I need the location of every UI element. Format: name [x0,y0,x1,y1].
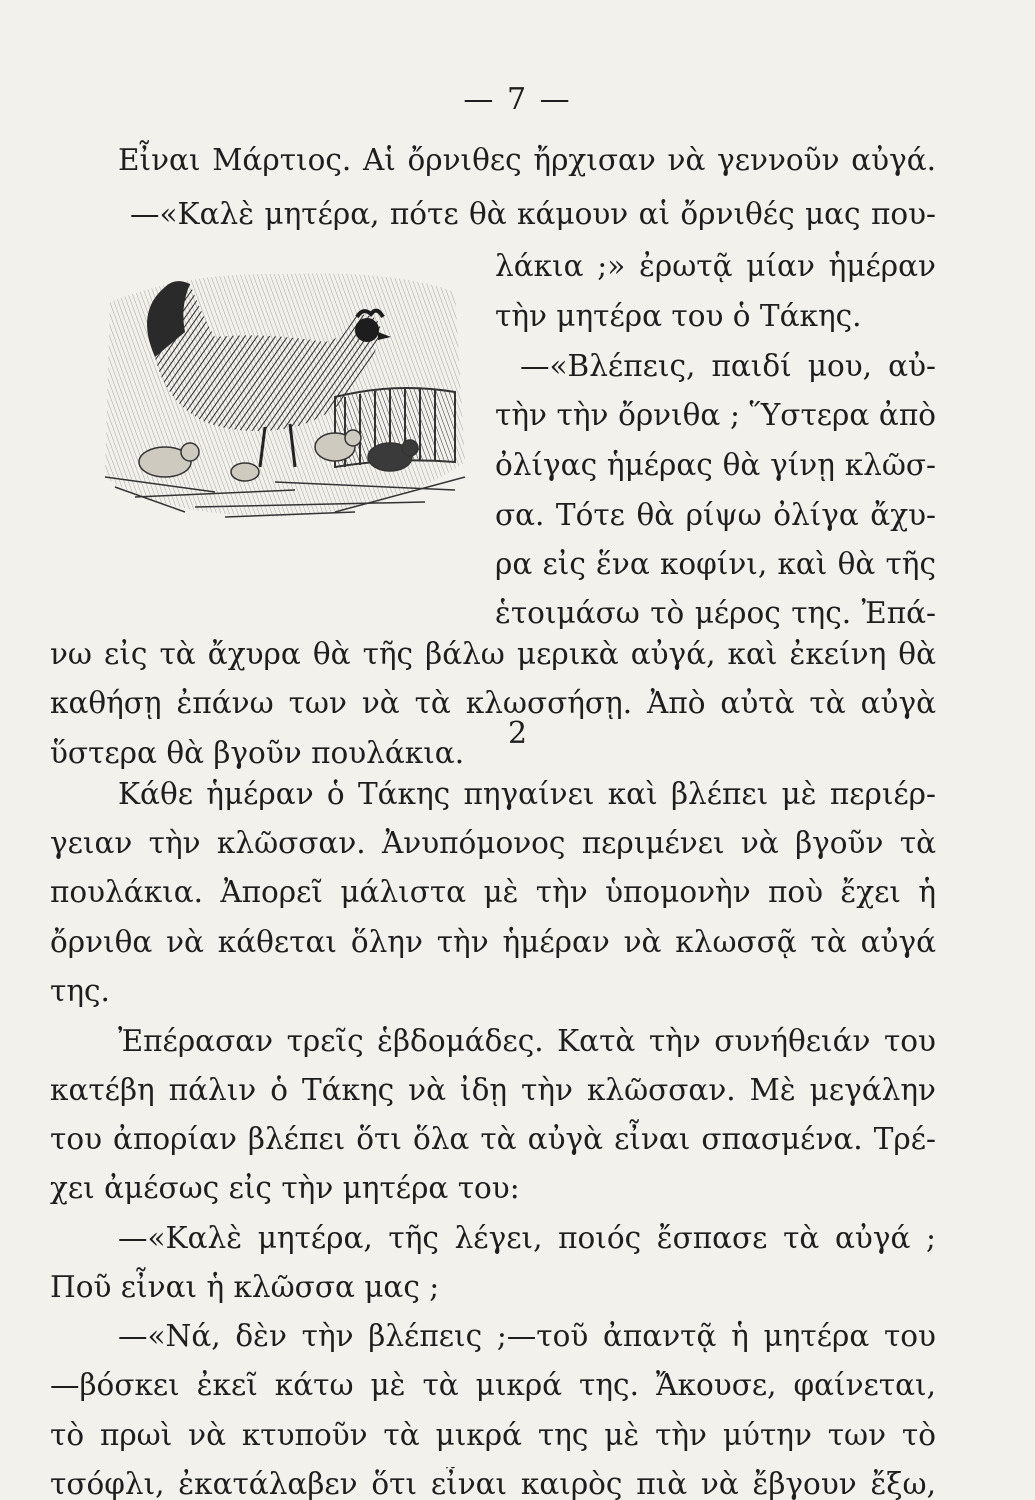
text-line-12: καθήσῃ ἐπάνω των νὰ τὰ κλωσσήσῃ. Ἀπὸ αὐτὰ τὰ αὐγὰ [50,686,936,720]
section-number: 2 [507,716,528,751]
text-line-25: —«Νά, δὲν τὴν βλέπεις ;—τοῦ ἀπαντᾷ ἡ μητέρα του [118,1319,936,1353]
text-line-18: της. [50,974,110,1008]
text-line-3: λάκια ;» ἐρωτᾷ μίαν ἡμέραν [495,249,936,283]
text-line-7: ὀλίγας ἡμέρας θὰ γίνῃ κλῶσ- [495,448,936,482]
text-line-2: —«Καλὲ μητέρα, πότε θὰ κάμουν αἱ ὄρνιθές μας που- [130,197,936,231]
text-line-9: ρα εἰς ἕνα κοφίνι, καὶ θὰ τῆς [495,547,936,581]
text-line-4: τὴν μητέρα του ὁ Τάκης. [495,299,862,333]
text-line-10: ἑτοιμάσω τὸ μέρος της. Ἐπά- [495,596,936,630]
text-line-21: του ἀπορίαν βλέπει ὅτι ὅλα τὰ αὐγὰ εἶναι σπασμένα. Τρέ- [50,1122,936,1156]
text-line-5: —«Βλέπεις, παιδί μου, αὐ- [520,349,936,383]
text-line-6: τὴν τὴν ὄρνιθα ; Ὕστερα ἀπὸ [495,398,936,432]
text-line-26: —βόσκει ἐκεῖ κάτω μὲ τὰ μικρά της. Ἄκουσε, φαίνεται, [50,1368,936,1402]
hen-illustration [95,262,475,524]
text-line-27: τὸ πρωὶ νὰ κτυποῦν τὰ μικρά της μὲ τὴν μύτην των τὸ [50,1418,936,1452]
text-line-13: ὕστερα θὰ βγοῦν πουλάκια. [50,736,465,770]
page-number: — 7 — [463,82,572,117]
text-line-8: σα. Τότε θὰ ρίψω ὀλίγα ἄχυ- [495,498,936,532]
text-line-23: —«Καλὲ μητέρα, τῆς λέγει, ποιός ἔσπασε τὰ αὐγά ; [118,1221,936,1255]
text-line-24: Ποῦ εἶναι ἡ κλῶσσα μας ; [50,1270,440,1304]
text-line-11: νω εἰς τὰ ἄχυρα θὰ τῆς βάλω μερικὰ αὐγά, καὶ ἐκείνη θὰ [50,637,936,671]
text-line-20: κατέβη πάλιν ὁ Τάκης νὰ ἰδῃ τὴν κλῶσσαν. Μὲ μεγάλην [50,1073,936,1107]
text-line-17: ὄρνιθα νὰ κάθεται ὅλην τὴν ἡμέραν νὰ κλωσσᾷ τὰ αὐγά [50,925,936,959]
text-line-19: Ἐπέρασαν τρεῖς ἑβδομάδες. Κατὰ τὴν συνήθειάν του [118,1024,936,1058]
text-line-28: τσόφλι, ἐκατάλαβεν ὅτι εἶναι καιρὸς πιὰ νὰ ἔβγουν ἔξω, [50,1467,936,1500]
text-line-14: Κάθε ἡμέραν ὁ Τάκης πηγαίνει καὶ βλέπει μὲ περιέρ- [118,777,936,811]
text-line-15: γειαν τὴν κλῶσσαν. Ἀνυπόμονος περιμένει νὰ βγοῦν τὰ [50,826,936,860]
text-line-16: πουλάκια. Ἀπορεῖ μάλιστα μὲ τὴν ὑπομονὴν ποὺ ἔχει ἡ [50,875,936,909]
text-line-22: χει ἀμέσως εἰς τὴν μητέρα του: [50,1171,520,1205]
text-line-1: Εἶναι Μάρτιος. Αἱ ὄρνιθες ἤρχισαν νὰ γεννοῦν αὐγά. [118,143,936,177]
